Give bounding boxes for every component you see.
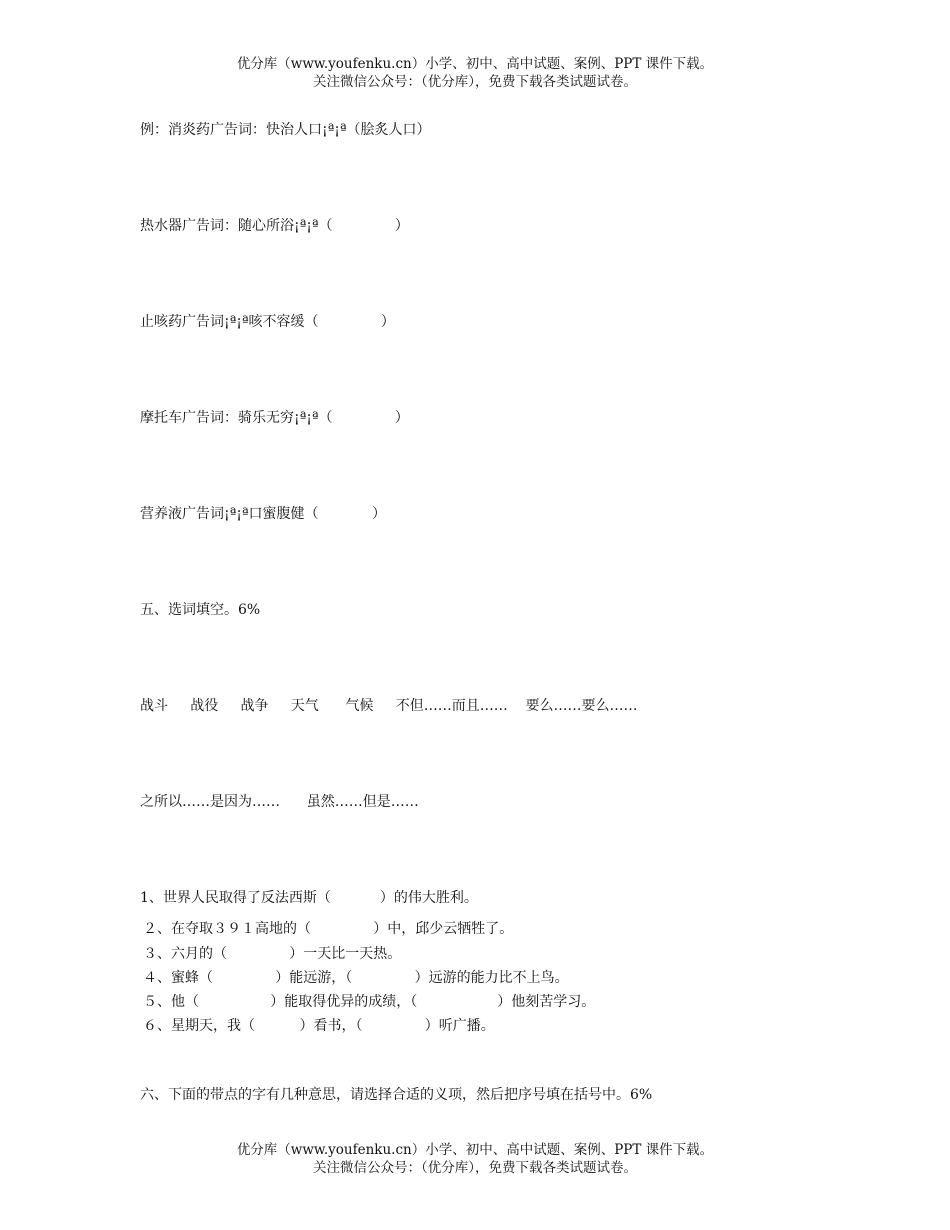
question-3: ３、六月的（ ）一天比一天热。	[143, 946, 402, 962]
word-bank-line-1: 战斗 战役 战争 天气 气候 不但……而且…… 要么……要么……	[140, 698, 638, 714]
question-4: ４、蜜蜂（ ）能远游，（ ）远游的能力比不上鸟。	[143, 970, 569, 986]
ad-water-heater: 热水器广告词：随心所浴¡ª¡ª（ ）	[140, 218, 409, 234]
ad-cough-medicine: 止咳药广告词¡ª¡ª咳不容缓（ ）	[140, 314, 395, 330]
question-2: ２、在夺取３９１高地的（ ）中，邱少云牺牲了。	[143, 921, 514, 937]
footer-line-1: 优分库（www.youfenku.cn）小学、初中、高中试题、案例、PPT 课件下载。	[236, 1142, 714, 1158]
question-1: 1、世界人民取得了反法西斯（ ）的伟大胜利。	[140, 890, 478, 906]
footer-line-2: 关注微信公众号：（优分库），免费下载各类试题试卷。	[313, 1160, 637, 1176]
word-bank-line-2: 之所以……是因为…… 虽然……但是……	[140, 794, 419, 810]
ad-motorcycle: 摩托车广告词：骑乐无穷¡ª¡ª（ ）	[140, 410, 409, 426]
ad-nutrition: 营养液广告词¡ª¡ª口蜜腹健（ ）	[140, 506, 386, 522]
header-line-2: 关注微信公众号：（优分库），免费下载各类试题试卷。	[313, 74, 637, 90]
section5-title: 五、选词填空。6%	[140, 602, 261, 618]
section6-title: 六、下面的带点的字有几种意思，请选择合适的义项，然后把序号填在括号中。6%	[140, 1087, 653, 1103]
header-line-1: 优分库（www.youfenku.cn）小学、初中、高中试题、案例、PPT 课件下载。	[236, 56, 714, 72]
question-5: ５、他（ ）能取得优异的成绩，（ ）他刻苦学习。	[143, 994, 596, 1010]
question-6: ６、星期天，我（ ）看书，（ ）听广播。	[143, 1018, 495, 1034]
ad-example: 例：消炎药广告词：快治人口¡ª¡ª（脍炙人口）	[140, 122, 431, 138]
